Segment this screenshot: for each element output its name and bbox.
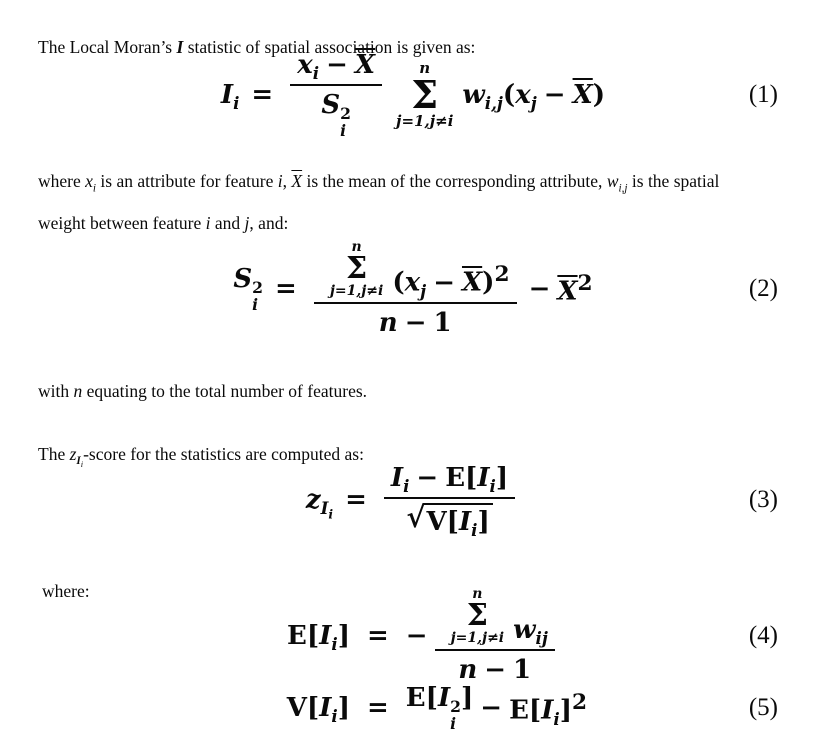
eq2-xj-sub: j bbox=[420, 281, 427, 302]
eq4-fraction bbox=[435, 587, 555, 685]
eq1-I: I bbox=[220, 80, 234, 110]
eq1-minus: − bbox=[543, 80, 566, 110]
equation-3-number: (3) bbox=[748, 485, 778, 513]
eq5-V: V bbox=[286, 693, 307, 723]
eq2-n: n bbox=[378, 308, 398, 338]
eq1-sum-lower-limit: j=1,j≠i bbox=[396, 112, 454, 130]
eq1-numerator bbox=[290, 50, 382, 84]
eq4-w: w bbox=[513, 615, 536, 645]
eq2-one: 1 bbox=[433, 308, 452, 338]
equation-4-number: (4) bbox=[748, 622, 778, 649]
eq3-z-sub-I: I bbox=[320, 497, 329, 518]
eq5-I-sub: i bbox=[331, 706, 338, 727]
p2-text-a: where bbox=[38, 171, 86, 191]
eq4-w-sub: ij bbox=[535, 628, 548, 649]
p3-text-c: equating to the total number of features. bbox=[82, 380, 368, 401]
eq3-z: z bbox=[305, 484, 321, 515]
p2-w-symbol: w bbox=[606, 171, 619, 191]
eq2-minus: − bbox=[528, 274, 551, 304]
eq2-paren-term bbox=[392, 262, 510, 302]
eq1-w: w bbox=[462, 80, 485, 110]
eq1-summation bbox=[396, 61, 453, 129]
p2-xi-sub: i bbox=[92, 182, 97, 195]
eq3-V: V bbox=[426, 506, 447, 537]
eq1-close-paren: ) bbox=[592, 80, 606, 110]
eq1-equals: = bbox=[251, 80, 274, 110]
eq5-close-bracket-1: ] bbox=[460, 682, 474, 713]
eq4-summation bbox=[451, 587, 505, 645]
intro-text-2: statistic of spatial association is given as: bbox=[183, 36, 476, 57]
eq4-numerator bbox=[435, 587, 555, 649]
intro-text-1: The Local Moran’s bbox=[38, 36, 177, 57]
eq2-close-paren: ) bbox=[482, 268, 495, 298]
equation-1-number: (1) bbox=[748, 81, 778, 108]
sigma-symbol: Σ bbox=[411, 72, 439, 117]
sqrt-symbol: √ bbox=[406, 499, 426, 534]
eq5-I1-sub: i bbox=[450, 714, 457, 734]
eq4-sum-upper-limit: n bbox=[472, 586, 483, 602]
eq1-sum-upper-limit: n bbox=[419, 59, 431, 77]
eq4-lhs bbox=[252, 621, 350, 655]
p2-xi-symbol: x bbox=[85, 171, 93, 191]
equation-local-morans-i bbox=[0, 48, 826, 142]
eq2-num-minus: − bbox=[433, 268, 455, 298]
eq3-numerator bbox=[384, 463, 515, 497]
eq5-E2: E bbox=[509, 695, 529, 726]
eq4-weight-term bbox=[513, 615, 548, 649]
p2-text-e: , bbox=[282, 171, 292, 191]
eq1-fraction bbox=[290, 50, 382, 140]
eq1-x: x bbox=[297, 49, 313, 80]
eq2-sum-upper-limit: n bbox=[351, 239, 362, 255]
eq3-V-I: I bbox=[458, 506, 472, 537]
eq3-sqrt bbox=[406, 499, 492, 540]
eq5-I1-sup: 2 bbox=[450, 697, 461, 717]
eq1-xj-sub: j bbox=[530, 93, 537, 114]
eq5-close-bracket: ] bbox=[337, 693, 350, 723]
p2-text-k: and bbox=[210, 213, 245, 233]
p2-j-symbol: j bbox=[244, 213, 250, 233]
eq1-open-paren: ( bbox=[502, 80, 516, 110]
eq3-I1: I bbox=[390, 462, 404, 493]
eq1-w-sub: i,j bbox=[484, 93, 503, 114]
eq4-den-minus: − bbox=[484, 655, 507, 685]
p2-text-c: is an attribute for feature bbox=[96, 171, 278, 191]
eq5-I2-sub: i bbox=[553, 709, 560, 730]
p2-xbar-symbol: $\overline{X}$ bbox=[291, 171, 303, 191]
eq3-z-sub-i: i bbox=[328, 506, 334, 522]
eq1-S-sub: i bbox=[340, 121, 347, 141]
eq5-first-term bbox=[406, 683, 473, 733]
eq2-lhs bbox=[233, 264, 263, 314]
eq2-paren-sup: 2 bbox=[494, 262, 510, 288]
eq2-S-sup: 2 bbox=[252, 278, 264, 298]
eq3-z-sub bbox=[320, 497, 334, 522]
equation-expected-value bbox=[0, 585, 826, 687]
eq1-paren-term bbox=[502, 80, 606, 114]
p4-z-sub-I: I bbox=[76, 455, 81, 467]
eq3-close-bracket: ] bbox=[495, 462, 509, 493]
eq2-xj: x bbox=[404, 268, 421, 298]
eq3-I1-sub: i bbox=[403, 475, 410, 496]
eq5-I: I bbox=[319, 693, 332, 723]
p2-text-g: is the mean of the corresponding attribute, bbox=[302, 171, 607, 191]
equation-variance-si bbox=[0, 230, 826, 348]
eq3-V-close-bracket: ] bbox=[477, 506, 490, 537]
p4-text-c: -score for the statistics are computed as: bbox=[83, 443, 364, 464]
eq5-equals: = bbox=[367, 693, 389, 723]
eq3-fraction bbox=[384, 462, 515, 540]
p2-w-sub: i,j bbox=[618, 182, 628, 195]
eq3-num-minus: − bbox=[416, 462, 439, 493]
eq1-I-sub: i bbox=[233, 93, 240, 114]
eq2-xbar2: $\overline{X}$ bbox=[557, 276, 578, 307]
eq5-close-bracket-2: ] bbox=[559, 695, 573, 726]
equation-5-number: (5) bbox=[748, 694, 778, 721]
eq2-sum-lower-limit: j=1,j≠i bbox=[329, 283, 384, 299]
eq3-equals: = bbox=[345, 484, 367, 515]
p2-i-symbol: i bbox=[277, 171, 283, 191]
eq1-xj: x bbox=[515, 80, 531, 110]
eq5-open-bracket-2: [ bbox=[528, 695, 542, 726]
p2-i-symbol-2: i bbox=[205, 213, 211, 233]
eq2-xbar: $\overline{X}$ bbox=[461, 268, 483, 298]
eq5-lhs bbox=[252, 693, 350, 727]
equation-variance bbox=[0, 682, 826, 734]
eq1-weight-term bbox=[462, 80, 503, 114]
eq3-lhs bbox=[305, 484, 334, 522]
eq4-one: 1 bbox=[513, 655, 532, 685]
equation-2-number: (2) bbox=[748, 275, 778, 302]
eq5-bracket-sup: 2 bbox=[572, 690, 588, 716]
eq4-E: E bbox=[287, 621, 307, 651]
eq2-S: S bbox=[233, 263, 253, 294]
eq2-den-minus: − bbox=[404, 308, 427, 338]
eq4-equals: = bbox=[367, 621, 389, 651]
eq5-I2: I bbox=[541, 695, 554, 726]
eq4-I-sub: i bbox=[331, 634, 338, 655]
eq1-S: S bbox=[321, 89, 341, 120]
eq2-summation bbox=[330, 240, 384, 298]
p4-text-a: The bbox=[38, 443, 70, 464]
equation-z-score bbox=[0, 452, 826, 547]
eq2-denominator bbox=[314, 302, 517, 338]
eq3-denominator bbox=[384, 497, 515, 540]
p3-text-a: with bbox=[38, 380, 74, 401]
eq5-minus: − bbox=[480, 693, 503, 723]
n-description-paragraph bbox=[38, 370, 792, 412]
eq2-open-paren: ( bbox=[392, 268, 405, 298]
eq3-V-I-sub: i bbox=[471, 519, 478, 540]
eq4-negative-sign: − bbox=[405, 621, 428, 651]
p3-n-symbol: n bbox=[73, 380, 83, 401]
eq4-open-bracket: [ bbox=[306, 621, 320, 651]
variables-description-line-1 bbox=[38, 160, 792, 202]
eq5-open-bracket: [ bbox=[306, 693, 320, 723]
p2-text-j: weight between feature bbox=[38, 213, 206, 233]
eq1-denominator bbox=[290, 84, 382, 140]
eq3-I2-sub: i bbox=[489, 475, 496, 496]
eq1-xbar: $\overline{X}$ bbox=[354, 49, 376, 80]
eq2-fraction bbox=[314, 240, 517, 338]
eq1-S-sup: 2 bbox=[340, 104, 351, 124]
p2-text-i: is the spatial bbox=[627, 171, 720, 191]
eq4-denominator bbox=[435, 649, 555, 685]
eq3-V-open-bracket: [ bbox=[446, 506, 459, 537]
eq5-second-term bbox=[509, 690, 588, 730]
p2-text-l: , and: bbox=[249, 213, 289, 233]
eq2-numerator bbox=[314, 240, 517, 302]
eq3-E: E bbox=[445, 462, 466, 493]
eq3-I2: I bbox=[477, 462, 490, 493]
eq1-xbar2: $\overline{X}$ bbox=[572, 80, 593, 110]
p4-z-sub-i: i bbox=[80, 460, 84, 470]
moran-i-symbol: I bbox=[176, 36, 184, 57]
eq1-x-sub: i bbox=[312, 63, 320, 84]
sigma-symbol: Σ bbox=[466, 598, 488, 633]
p5-text: where: bbox=[42, 580, 90, 601]
eq4-sum-lower-limit: j=1,j≠i bbox=[450, 630, 505, 646]
eq3-open-bracket: [ bbox=[465, 462, 478, 493]
p4-z-symbol: z bbox=[69, 443, 77, 464]
eq4-I: I bbox=[319, 621, 332, 651]
eq4-close-bracket: ] bbox=[337, 621, 350, 651]
eq1-lhs bbox=[220, 80, 240, 114]
eq2-S-sub: i bbox=[252, 295, 259, 315]
eq4-n: n bbox=[458, 655, 478, 685]
eq5-I1: I bbox=[437, 682, 451, 713]
eq2-equals: = bbox=[275, 274, 297, 304]
eq2-xbar2-sup: 2 bbox=[577, 271, 593, 297]
eq5-open-bracket-1: [ bbox=[425, 682, 438, 713]
eq5-E1: E bbox=[405, 682, 426, 713]
eq2-xbar-squared bbox=[557, 271, 592, 307]
eq3-radicand bbox=[423, 503, 492, 540]
sigma-symbol: Σ bbox=[345, 251, 368, 286]
eq1-num-minus: − bbox=[326, 49, 348, 80]
